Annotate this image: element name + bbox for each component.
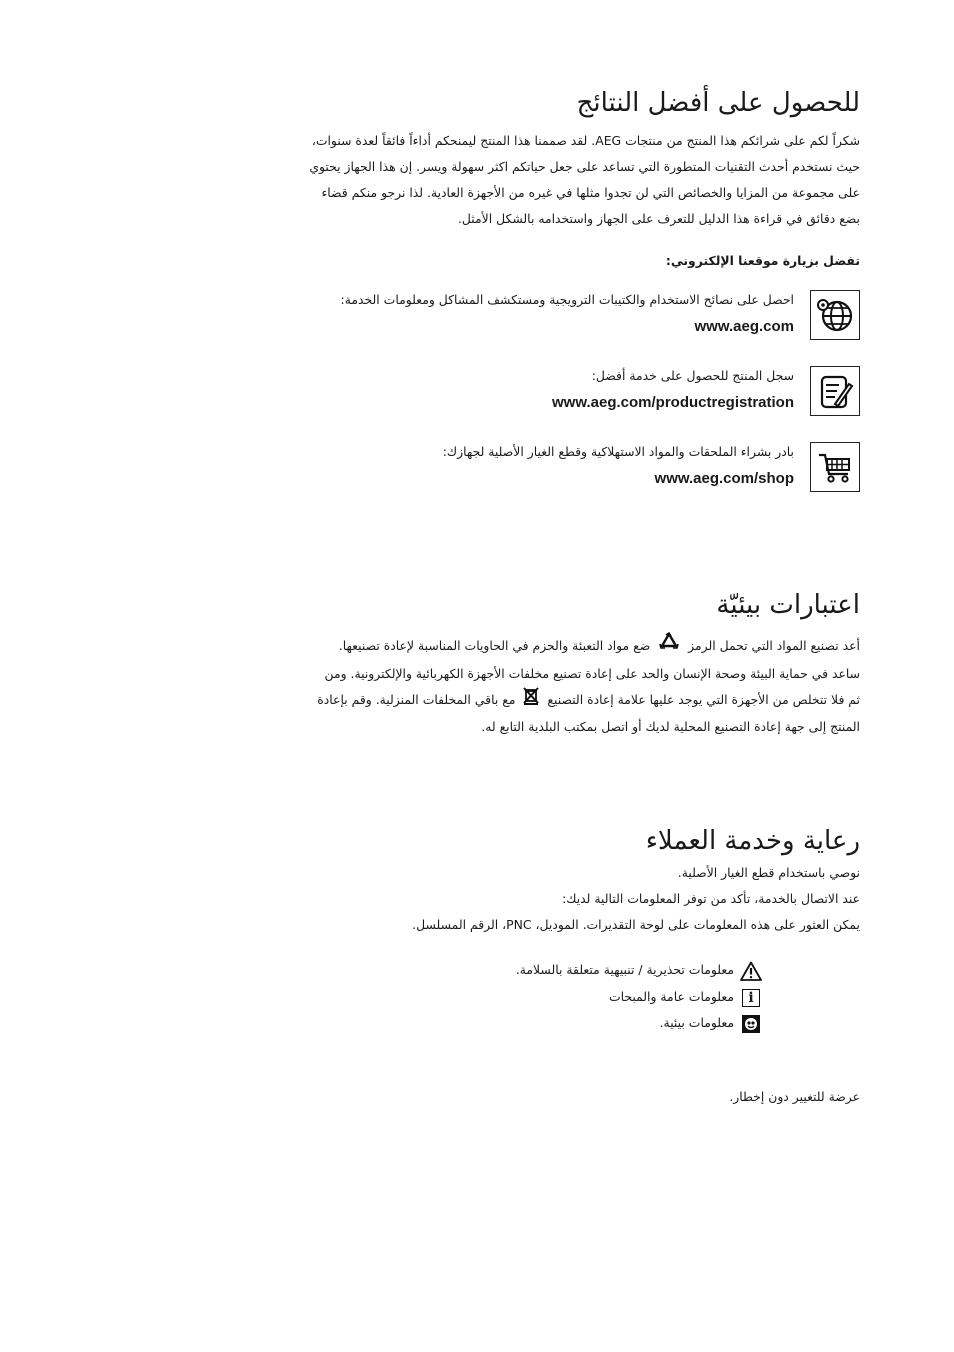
legend-text: معلومات عامة والمبحات [608,989,734,1004]
environment-heading: اعتبارات بيئيّة [716,590,860,620]
intro-paragraph [160,128,860,232]
link-row-website [160,290,860,346]
info-icon [740,987,762,1009]
website-link[interactable]: www.aeg.com [694,318,794,335]
legend-item-info [202,987,762,1009]
crossed-bin-icon [523,687,539,714]
globe-icon [810,290,860,340]
info-icon-glyph: i [742,989,760,1007]
intro-line: شكراً لكم على شرائكم هذا المنتج من منتجات AEG. لقد صممنا هذا المنتج ليمنحكم أداءاً فائقاً لعدة سنوات، [311,133,860,148]
visit-label: تفضل بزيارة موقعنا الإلكتروني: [665,253,860,268]
environment-line: ساعد في حماية البيئة وصحة الإنسان والحد على إعادة تصنيع مخلفات الأجهزة الكهربائية والإلكترونية. ومن [324,666,860,681]
link-description: بادر بشراء الملحقات والمواد الاستهلاكية وقطع الغيار الأصلية لجهازك: [442,444,794,459]
results-heading: للحصول على أفضل النتائج [576,88,860,118]
link-row-shop [160,442,860,498]
service-line: عند الاتصال بالخدمة، تأكد من توفر المعلومات التالية لديك: [562,891,860,906]
registration-icon [810,366,860,416]
legend-text: معلومات تحذيرية / تنبيهية متعلقة بالسلامة. [515,962,734,977]
footer-note: عرضة للتغيير دون إخطار. [729,1089,860,1104]
environment-line [160,632,860,661]
legend-item-environment [202,1013,762,1035]
service-line: نوصي باستخدام قطع الغيار الأصلية. [677,865,860,880]
intro-line: على مجموعة من المزايا والخصائص التي لن تجدوا مثلها في غيره من الأجهزة العادية. لذا نرجو منكم قضاء [321,185,860,200]
link-row-registration [160,366,860,422]
product-registration-link[interactable]: www.aeg.com/productregistration [552,394,794,411]
visit-label-block [160,248,860,274]
warning-triangle-icon [740,960,762,982]
legend-text: معلومات بيئية. [659,1015,734,1030]
footer-note-block [160,1084,860,1110]
manual-page [160,0,860,1352]
customer-service-heading: رعاية وخدمة العملاء [645,826,860,856]
shopping-cart-icon [810,442,860,492]
intro-line: حيث نستخدم أحدث التقنيات المتطورة التي تساعد على جعل حياتكم اكثر سهولة ويسر. إن هذا الجهاز يحتوي [309,159,860,174]
link-description: احصل على نصائح الاستخدام والكتيبات الترويجية ومستكشف المشاكل ومعلومات الخدمة: [340,292,794,307]
environment-text: أعد تصنيع المواد التي تحمل الرمز [688,638,860,653]
environment-line [160,687,860,714]
recycle-icon [658,632,680,661]
shop-link[interactable]: www.aeg.com/shop [654,470,794,487]
environment-line: المنتج إلى جهة إعادة التصنيع المحلية لديك أو اتصل بمكتب البلدية التابع له. [481,719,860,734]
intro-line: بضع دقائق في قراءة هذا الدليل للتعرف على الجهاز واستخدامه بالشكل الأمثل. [457,211,860,226]
environment-text: مع باقي المخلفات المنزلية. وقم بإعادة [317,692,516,707]
environment-text: ثم فلا تتخلص من الأجهزة التي يوجد عليها علامة إعادة التصنيع [547,692,860,707]
legend-item-warning [202,960,762,982]
service-line: يمكن العثور على هذه المعلومات على لوحة التقديرات. الموديل، PNC، الرقم المسلسل. [412,917,860,932]
link-description: سجل المنتج للحصول على خدمة أفضل: [591,368,794,383]
environment-icon [740,1013,762,1035]
environment-text: ضع مواد التعبئة والحزم في الحاويات المناسبة لإعادة تصنيعها. [338,638,651,653]
environment-paragraph [160,632,860,740]
service-paragraph [160,860,860,938]
